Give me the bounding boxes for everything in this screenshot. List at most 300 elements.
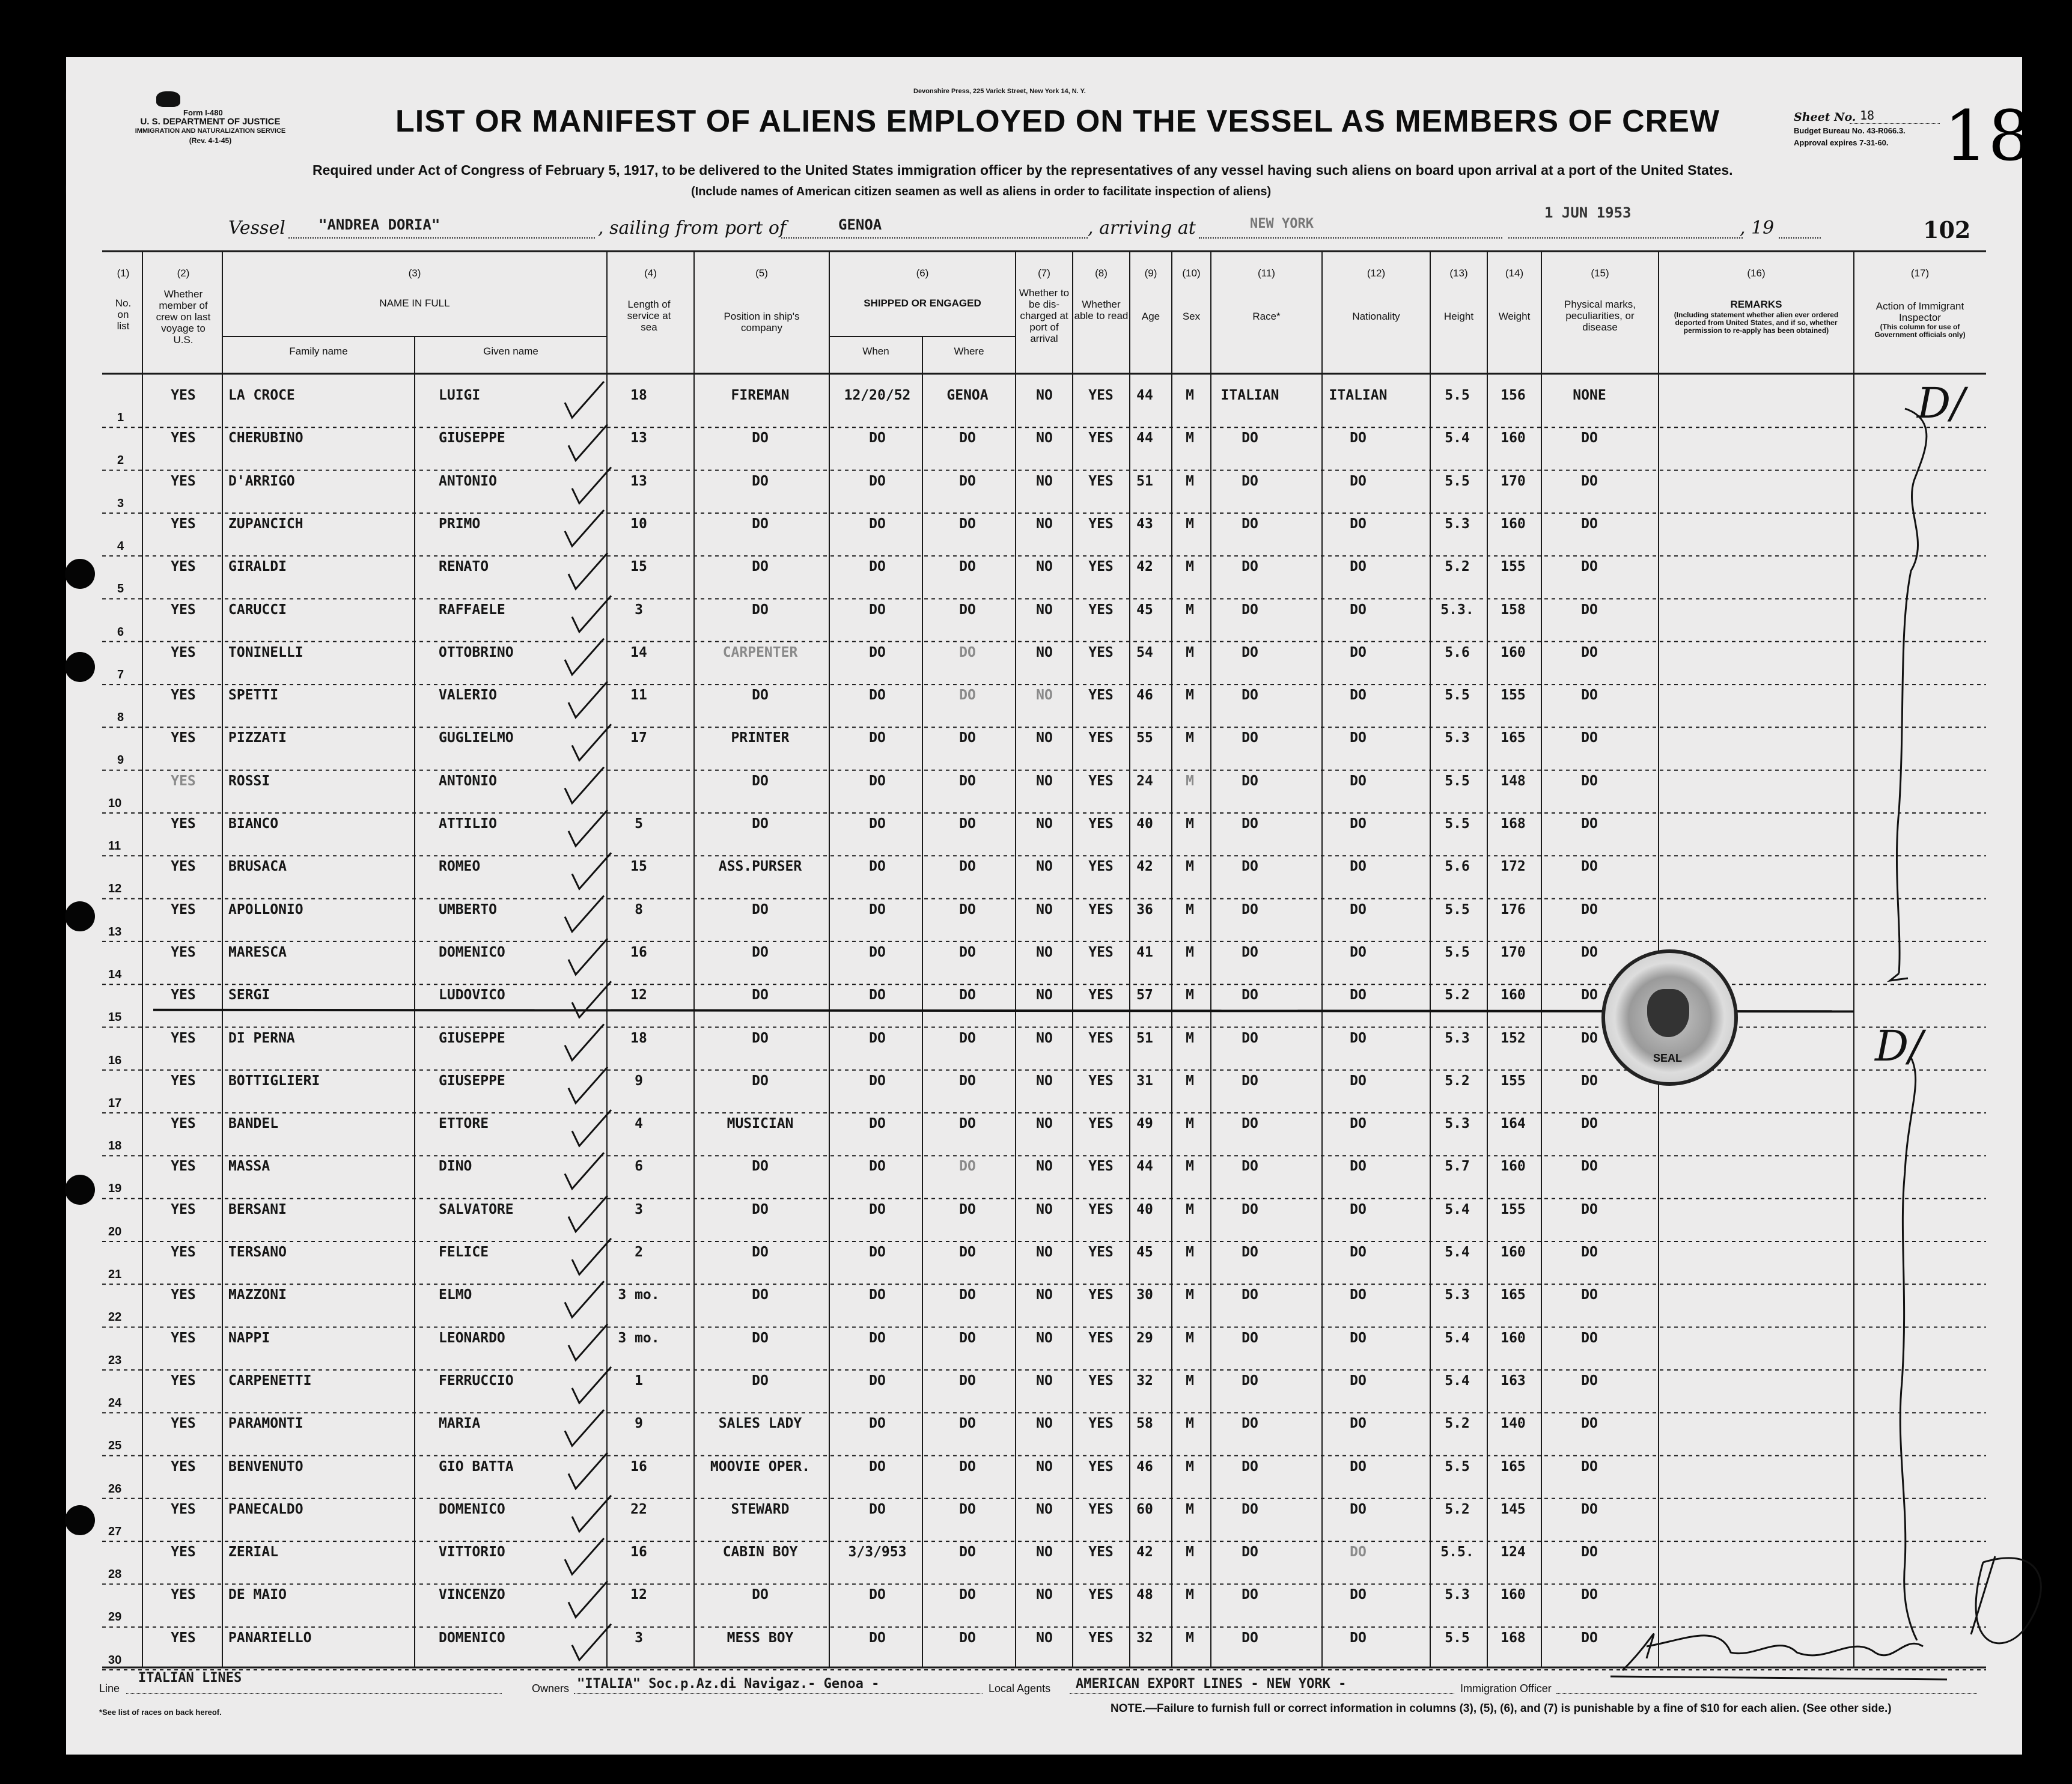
cell-len: 4: [635, 1116, 643, 1132]
cell-fam: BOTTIGLIERI: [228, 1073, 320, 1089]
cell-when: DO: [869, 1116, 886, 1132]
header-position: Position in ship's company: [724, 311, 800, 333]
cell-sex: M: [1186, 1158, 1194, 1175]
cell-dis: NO: [1036, 559, 1053, 575]
cell-len: 3: [635, 1201, 643, 1217]
row-number: 16: [108, 1053, 122, 1067]
cell-race: DO: [1242, 1116, 1258, 1132]
cell-pos: DO: [752, 944, 769, 960]
cell-marks: DO: [1581, 1501, 1598, 1517]
header-height: Height: [1443, 311, 1474, 322]
cell-pos: MUSICIAN: [727, 1116, 794, 1132]
cell-nat: DO: [1350, 901, 1367, 918]
cell-nat: DO: [1350, 944, 1367, 960]
cell-pos: CARPENTER: [722, 644, 798, 660]
cell-ht: 5.4: [1445, 1244, 1470, 1260]
cell-when: 3/3/953: [848, 1544, 907, 1560]
cell-nat: DO: [1350, 601, 1367, 618]
cell-pos: DO: [752, 1073, 769, 1089]
cell-nat: DO: [1350, 516, 1367, 532]
cell-race: DO: [1242, 1201, 1258, 1217]
row-number: 19: [108, 1182, 122, 1196]
cell-where: DO: [959, 859, 976, 875]
cell-giv: GIUSEPPE: [439, 1073, 505, 1089]
cell-read: YES: [1088, 1330, 1114, 1346]
row-number: 26: [108, 1482, 122, 1496]
cell-len: 11: [630, 687, 647, 704]
action-bracket-tail: [1890, 973, 1908, 981]
header-action-note: (This column for use of Government officials only): [1874, 323, 1966, 339]
cell-age: 57: [1136, 987, 1153, 1003]
cell-nat: DO: [1350, 1073, 1367, 1089]
cell-len: 12: [630, 987, 647, 1003]
cell-m: YES: [171, 987, 196, 1003]
cell-ht: 5.2: [1445, 559, 1470, 575]
cell-pos: DO: [752, 1372, 769, 1389]
col-num-15: (15): [1591, 267, 1609, 279]
cell-pos: DO: [752, 430, 769, 446]
col-num-1: (1): [117, 267, 130, 279]
cell-where: DO: [959, 944, 976, 960]
cell-wt: 155: [1501, 687, 1526, 704]
row-number: 20: [108, 1225, 122, 1238]
cell-fam: D'ARRIGO: [228, 473, 295, 489]
cell-m: YES: [171, 773, 196, 789]
cell-age: 48: [1136, 1587, 1153, 1603]
cell-read: YES: [1088, 816, 1114, 832]
cell-m: YES: [171, 1372, 196, 1389]
col-num-11: (11): [1258, 267, 1275, 279]
port-of-departure: GENOA: [838, 216, 882, 233]
header-action: Action of Immigrant Inspector: [1875, 300, 1964, 323]
cell-giv: LUIGI: [439, 388, 481, 403]
cell-age: 36: [1136, 901, 1153, 918]
cell-when: DO: [869, 1372, 886, 1389]
cell-age: 51: [1136, 473, 1153, 489]
header-physical-marks: Physical marks, peculiarities, or disease: [1564, 299, 1636, 333]
cell-len: 22: [630, 1501, 647, 1517]
cell-wt: 165: [1501, 1287, 1526, 1303]
cell-fam: CARUCCI: [228, 601, 287, 618]
row-number: 11: [108, 839, 121, 853]
cell-nat: DO: [1350, 1287, 1367, 1303]
cell-wt: 160: [1501, 644, 1526, 660]
cell-when: DO: [869, 987, 886, 1003]
cell-giv: ETTORE: [439, 1116, 489, 1132]
cell-m: YES: [171, 687, 196, 704]
row-number: 6: [117, 625, 124, 639]
cell-sex: M: [1186, 1330, 1194, 1346]
cell-sex: M: [1186, 430, 1194, 446]
cell-race: DO: [1242, 901, 1258, 918]
cell-m: YES: [171, 559, 196, 575]
cell-fam: BANDEL: [228, 1116, 279, 1132]
row-number: 7: [117, 668, 124, 681]
cell-when: DO: [869, 1201, 886, 1217]
line-value: ITALIAN LINES: [138, 1670, 242, 1685]
officer-label: Immigration Officer: [1460, 1682, 1552, 1694]
cell-nat: DO: [1350, 1030, 1367, 1046]
cell-fam: MASSA: [228, 1158, 270, 1175]
cell-where: DO: [959, 730, 976, 746]
cell-pos: DO: [752, 1287, 769, 1303]
cell-m: YES: [171, 1073, 196, 1089]
cell-wt: 155: [1501, 559, 1526, 575]
cell-wt: 148: [1501, 773, 1526, 789]
cell-race: DO: [1242, 559, 1258, 575]
cell-fam: MAZZONI: [228, 1287, 287, 1303]
cell-when: DO: [869, 901, 886, 918]
cell-fam: CARPENETTI: [228, 1372, 312, 1389]
cell-nat: DO: [1350, 1158, 1367, 1175]
cell-dis: NO: [1036, 516, 1053, 532]
cell-where: DO: [959, 1630, 976, 1646]
col-num-16: (16): [1747, 267, 1766, 279]
row-number: 4: [117, 539, 124, 553]
cell-dis: NO: [1036, 1458, 1053, 1475]
cell-dis: NO: [1036, 388, 1053, 403]
cell-len: 10: [630, 516, 647, 532]
cell-race: DO: [1242, 1630, 1258, 1646]
page-title: LIST OR MANIFEST OF ALIENS EMPLOYED ON THE VESSEL AS MEMBERS OF CREW: [395, 104, 1720, 139]
cell-race: DO: [1242, 516, 1258, 532]
cell-dis: NO: [1036, 473, 1053, 489]
cell-sex: M: [1186, 559, 1194, 575]
race-footnote: *See list of races on back hereof.: [99, 1708, 222, 1717]
cell-marks: DO: [1581, 859, 1598, 875]
cell-marks: DO: [1581, 1158, 1598, 1175]
cell-read: YES: [1088, 1372, 1114, 1389]
cell-sex: M: [1186, 1587, 1194, 1603]
cell-giv: MARIA: [439, 1416, 481, 1432]
cell-ht: 5.4: [1445, 1330, 1470, 1346]
line-underline: [126, 1693, 502, 1694]
cell-ht: 5.5: [1445, 1630, 1470, 1646]
cell-len: 12: [630, 1587, 647, 1603]
cell-len: 16: [630, 1544, 647, 1560]
cell-sex: M: [1186, 944, 1194, 960]
cell-where: DO: [959, 1244, 976, 1260]
cell-fam: TERSANO: [228, 1244, 287, 1260]
cell-marks: DO: [1581, 816, 1598, 832]
cell-len: 15: [630, 859, 647, 875]
row-number: 14: [108, 967, 122, 981]
cell-ht: 5.4: [1445, 430, 1470, 446]
cell-giv: OTTOBRINO: [439, 644, 514, 660]
page-subtitle-note: (Include names of American citizen seamen as well as aliens in order to facilitate inspection of aliens): [691, 185, 1272, 198]
cell-read: YES: [1088, 859, 1114, 875]
cell-age: 40: [1136, 816, 1153, 832]
cell-race: DO: [1242, 687, 1258, 704]
cell-age: 30: [1136, 1287, 1153, 1303]
row-number: 21: [108, 1268, 122, 1281]
action-bracket-line: [1897, 409, 1926, 973]
cell-m: YES: [171, 430, 196, 446]
cell-ht: 5.4: [1445, 1201, 1470, 1217]
cell-race: DO: [1242, 1501, 1258, 1517]
cell-m: YES: [171, 1287, 196, 1303]
cell-read: YES: [1088, 1116, 1114, 1132]
cell-fam: CHERUBINO: [228, 430, 303, 446]
cell-dis: NO: [1036, 644, 1053, 660]
cell-where: DO: [959, 816, 976, 832]
agents-underline: [1070, 1693, 1454, 1694]
cell-where: DO: [959, 473, 976, 489]
row-number: 2: [117, 454, 124, 467]
cell-ht: 5.2: [1445, 1073, 1470, 1089]
cell-dis: NO: [1036, 730, 1053, 746]
cell-m: YES: [171, 1244, 196, 1260]
cell-len: 18: [630, 1030, 647, 1046]
col-num-6: (6): [916, 267, 929, 279]
header-given-name: Given name: [483, 346, 538, 357]
cell-sex: M: [1186, 388, 1194, 403]
cell-pos: DO: [752, 987, 769, 1003]
hand-checkmarks: [565, 382, 611, 1660]
header-remarks-note: (Including statement whether alien ever ordered deported from United States, and if so, whether permission to re-apply has been obtained): [1674, 311, 1839, 335]
cell-giv: ANTONIO: [439, 773, 497, 789]
cell-age: 42: [1136, 859, 1153, 875]
cell-ht: 5.5: [1445, 816, 1470, 832]
cell-read: YES: [1088, 1501, 1114, 1517]
cell-age: 44: [1136, 388, 1153, 403]
agents-label: Local Agents: [989, 1682, 1051, 1694]
cell-len: 13: [630, 430, 647, 446]
cell-m: YES: [171, 1201, 196, 1217]
cell-giv: ATTILIO: [439, 816, 497, 832]
cell-ht: 5.5: [1445, 473, 1470, 489]
cell-read: YES: [1088, 1073, 1114, 1089]
cell-nat: DO: [1350, 859, 1367, 875]
cell-dis: NO: [1036, 987, 1053, 1003]
cell-sex: M: [1186, 1073, 1194, 1089]
cell-m: YES: [171, 388, 196, 403]
cell-race: DO: [1242, 644, 1258, 660]
cell-nat: DO: [1350, 559, 1367, 575]
cell-m: YES: [171, 516, 196, 532]
cell-fam: BERSANI: [228, 1201, 287, 1217]
cell-when: DO: [869, 1073, 886, 1089]
cell-pos: SALES LADY: [718, 1416, 802, 1432]
cell-fam: ROSSI: [228, 773, 270, 789]
cell-where: DO: [959, 987, 976, 1003]
cell-marks: DO: [1581, 1630, 1598, 1646]
cell-race: DO: [1242, 430, 1258, 446]
cell-nat: ITALIAN: [1329, 388, 1388, 403]
row-number: 13: [108, 925, 122, 939]
cell-race: DO: [1242, 944, 1258, 960]
cell-where: DO: [959, 1116, 976, 1132]
cell-when: DO: [869, 730, 886, 746]
cell-m: YES: [171, 1116, 196, 1132]
cell-m: YES: [171, 859, 196, 875]
cell-when: DO: [869, 601, 886, 618]
cell-len: 3 mo.: [618, 1330, 660, 1346]
cell-wt: 160: [1501, 1330, 1526, 1346]
cell-age: 42: [1136, 559, 1153, 575]
cell-fam: DE MAIO: [228, 1587, 287, 1603]
cell-when: 12/20/52: [844, 388, 911, 403]
cell-wt: 160: [1501, 1587, 1526, 1603]
cell-ht: 5.7: [1445, 1158, 1470, 1175]
cell-marks: DO: [1581, 1030, 1598, 1046]
cell-race: DO: [1242, 1458, 1258, 1475]
cell-dis: NO: [1036, 1630, 1053, 1646]
cell-ht: 5.2: [1445, 987, 1470, 1003]
cell-pos: DO: [752, 901, 769, 918]
cell-wt: 155: [1501, 1073, 1526, 1089]
cell-pos: DO: [752, 601, 769, 618]
cell-pos: STEWARD: [731, 1501, 790, 1517]
cell-where: DO: [959, 516, 976, 532]
cell-when: DO: [869, 816, 886, 832]
cell-nat: DO: [1350, 1244, 1367, 1260]
col-num-7: (7): [1038, 267, 1050, 279]
cell-sex: M: [1186, 1201, 1194, 1217]
cell-read: YES: [1088, 901, 1114, 918]
cell-sex: M: [1186, 473, 1194, 489]
row-number: 30: [108, 1653, 122, 1667]
cell-ht: 5.5: [1445, 944, 1470, 960]
cell-len: 17: [630, 730, 647, 746]
cell-pos: DO: [752, 1158, 769, 1175]
cell-sex: M: [1186, 987, 1194, 1003]
cell-race: DO: [1242, 1244, 1258, 1260]
cell-dis: NO: [1036, 901, 1053, 918]
cell-ht: 5.5: [1445, 901, 1470, 918]
cell-wt: 168: [1501, 816, 1526, 832]
row-number: 27: [108, 1524, 122, 1538]
cell-ht: 5.3: [1445, 1116, 1470, 1132]
cell-when: DO: [869, 1244, 886, 1260]
cell-read: YES: [1088, 430, 1114, 446]
cell-m: YES: [171, 1158, 196, 1175]
cell-dis: NO: [1036, 1416, 1053, 1432]
cell-dis: NO: [1036, 1372, 1053, 1389]
cell-read: YES: [1088, 1287, 1114, 1303]
cell-giv: DINO: [439, 1158, 472, 1175]
cell-marks: DO: [1581, 1416, 1598, 1432]
cell-read: YES: [1088, 1158, 1114, 1175]
page-subtitle: Required under Act of Congress of February 5, 1917, to be delivered to the United States immigration officer by the representatives of any vessel having such aliens on board upon arrival at a port of the United States.: [312, 162, 1733, 178]
cell-marks: DO: [1581, 1544, 1598, 1560]
header-when: When: [862, 346, 889, 357]
cell-giv: UMBERTO: [439, 901, 497, 918]
cell-giv: FERRUCCIO: [439, 1372, 514, 1389]
cell-len: 15: [630, 559, 647, 575]
row-number: 29: [108, 1610, 122, 1624]
cell-len: 3 mo.: [618, 1287, 660, 1303]
sailing-label: , sailing from port of: [598, 218, 787, 239]
cell-sex: M: [1186, 1458, 1194, 1475]
cell-m: YES: [171, 1030, 196, 1046]
cell-len: 9: [635, 1073, 643, 1089]
cell-marks: DO: [1581, 559, 1598, 575]
cell-race: DO: [1242, 1330, 1258, 1346]
cell-race: DO: [1242, 1030, 1258, 1046]
cell-pos: CABIN BOY: [722, 1544, 798, 1560]
cell-read: YES: [1088, 516, 1114, 532]
cell-nat: DO: [1350, 1630, 1367, 1646]
cell-read: YES: [1088, 1587, 1114, 1603]
cell-nat: DO: [1350, 1201, 1367, 1217]
agents-value: AMERICAN EXPORT LINES - NEW YORK -: [1076, 1676, 1347, 1691]
row-number: 23: [108, 1353, 122, 1367]
cell-age: 45: [1136, 601, 1153, 618]
cell-pos: DO: [752, 559, 769, 575]
cell-where: DO: [959, 1372, 976, 1389]
cell-ht: 5.5: [1445, 388, 1470, 403]
cell-sex: M: [1186, 1372, 1194, 1389]
cell-wt: 165: [1501, 1458, 1526, 1475]
row-number: 18: [108, 1139, 122, 1153]
cell-where: DO: [959, 601, 976, 618]
cell-wt: 152: [1501, 1030, 1526, 1046]
cell-race: DO: [1242, 730, 1258, 746]
cell-marks: DO: [1581, 987, 1598, 1003]
cell-wt: 160: [1501, 987, 1526, 1003]
row-number: 8: [117, 711, 124, 725]
cell-when: DO: [869, 1287, 886, 1303]
cell-len: 16: [630, 1458, 647, 1475]
cell-sex: M: [1186, 859, 1194, 875]
cell-when: DO: [869, 1630, 886, 1646]
cell-nat: DO: [1350, 730, 1367, 746]
cell-wt: 160: [1501, 430, 1526, 446]
cell-len: 2: [635, 1244, 643, 1260]
cell-wt: 124: [1501, 1544, 1526, 1560]
officer-underline: [1556, 1693, 1977, 1694]
cell-when: DO: [869, 430, 886, 446]
col-num-5: (5): [755, 267, 768, 279]
header-discharged: Whether to be dis-charged at port of arrival: [1019, 287, 1070, 344]
header-member-prev: Whether member of crew on last voyage to U.S.: [156, 288, 211, 346]
cell-giv: DOMENICO: [439, 1630, 505, 1646]
header-age: Age: [1141, 311, 1160, 322]
revision: (Rev. 4-1-45): [189, 136, 232, 145]
cell-marks: DO: [1581, 430, 1598, 446]
header-sex: Sex: [1182, 311, 1201, 322]
cell-when: DO: [869, 687, 886, 704]
cell-ht: 5.3: [1445, 1287, 1470, 1303]
cell-marks: DO: [1581, 1244, 1598, 1260]
cell-m: YES: [171, 1544, 196, 1560]
cell-pos: DO: [752, 773, 769, 789]
header-race: Race*: [1252, 311, 1281, 322]
cell-dis: NO: [1036, 687, 1053, 704]
cell-fam: PANARIELLO: [228, 1630, 312, 1646]
cell-sex: M: [1186, 1544, 1194, 1560]
cell-when: DO: [869, 473, 886, 489]
cell-where: DO: [959, 1501, 976, 1517]
cell-wt: 164: [1501, 1116, 1526, 1132]
cell-age: 46: [1136, 687, 1153, 704]
cell-pos: FIREMAN: [731, 388, 790, 403]
cell-pos: DO: [752, 816, 769, 832]
cell-marks: DO: [1581, 773, 1598, 789]
cell-dis: NO: [1036, 859, 1053, 875]
cell-fam: PARAMONTI: [228, 1416, 303, 1432]
sheet-label: Sheet No.: [1794, 111, 1856, 124]
cell-m: YES: [171, 1458, 196, 1475]
cell-ht: 5.6: [1445, 859, 1470, 875]
header-shipped: SHIPPED OR ENGAGED: [864, 297, 981, 309]
cell-wt: 145: [1501, 1501, 1526, 1517]
service-name: IMMIGRATION AND NATURALIZATION SERVICE: [135, 127, 286, 135]
cell-fam: BRUSACA: [228, 859, 287, 875]
cell-dis: NO: [1036, 1287, 1053, 1303]
cell-pos: DO: [752, 1244, 769, 1260]
